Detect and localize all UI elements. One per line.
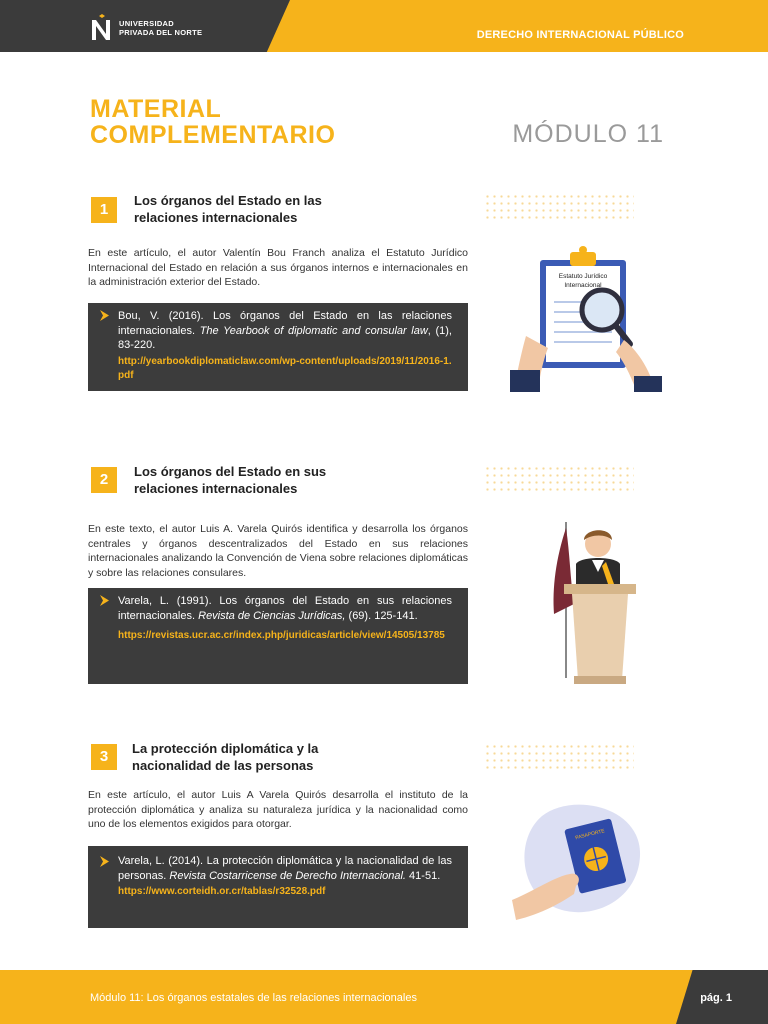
page-title-line1: MATERIAL [90,95,222,123]
section-title-3-line1: La protección diplomática y la [132,741,319,756]
chevron-right-icon [99,595,110,606]
reference-tail-3: 41-51. [406,869,441,882]
section-title-2-line2: relaciones internacionales [134,481,298,496]
section-description-2: En este texto, el autor Luis A. Varela Quirós identifica y desarrolla los órganos centrales y órganos descentralizados del Estado en sus relaciones internacionales analizando la Convención de Viena sobre relaciones diplomáticas y sobre las relaciones consulares. [88,523,468,579]
footer-module-title: Módulo 11: Los órganos estatales de las relaciones internacionales [90,992,417,1004]
reference-tail-1: , (1), 83-220. [118,324,452,351]
reference-source-3: Revista Costarricense de Derecho Internacional. [169,869,406,882]
decorative-dots [484,465,634,493]
section-title-1 [134,192,322,226]
section-title-2 [134,463,326,497]
page-number: pág. 1 [700,992,732,1004]
page-header [0,0,768,52]
speaker-podium-illustration [548,518,644,688]
module-label: MÓDULO 11 [512,120,664,148]
university-name-line2: PRIVADA DEL NORTE [119,28,203,37]
university-logo-icon [90,14,114,42]
page-footer [0,970,768,1024]
section-description-1: En este artículo, el autor Valentín Bou Franch analiza el Estatuto Jurídico Internacional del Estado en relación a sus órganos internos e internacionales en la administración exterior del Estado. [88,247,468,288]
course-title: DERECHO INTERNACIONAL PÚBLICO [476,29,684,41]
section-number-3: 3 [91,744,117,770]
reference-link-2[interactable]: https://revistas.ucr.ac.cr/index.php/juridicas/article/view/14505/13785 [118,630,445,641]
reference-box-2 [88,588,468,684]
section-number-1: 1 [91,197,117,223]
page-title-line2: COMPLEMENTARIO [90,121,336,149]
reference-text-2: Varela, L. (1991). Los órganos del Estado en sus relaciones internacionales. [118,595,452,622]
reference-box-3 [88,846,468,928]
university-name-line1: UNIVERSIDAD [119,19,174,28]
clipboard-label: Estatuto Jurídico [558,273,608,280]
section-description-3: En este artículo, el autor Luis A Varela Quirós desarrolla el instituto de la protección diplomática y analiza su naturaleza jurídica y la nacionalidad como uno de los elementos exigidos para otorgar. [88,789,468,830]
section-title-3 [132,740,318,774]
section-title-2-line1: Los órganos del Estado en sus [134,464,327,479]
section-title-1-line2: relaciones internacionales [134,210,298,225]
decorative-dots [484,743,634,771]
page-title [90,96,335,148]
clipboard-label-2: Internacional [564,282,602,289]
chevron-right-icon [99,856,110,867]
clipboard-magnifier-illustration [504,240,664,392]
reference-text-3: Varela, L. (2014). La protección diplomática y la nacionalidad de las personas. [118,855,452,882]
reference-source-2: Revista de Ciencias Jurídicas, [198,609,346,622]
university-name [119,19,202,37]
reference-source-1: The Yearbook of diplomatic and consular law [199,324,428,337]
reference-tail-2: (69). 125-141. [345,609,418,622]
passport-illustration [512,796,652,926]
reference-box-1 [88,303,468,391]
chevron-right-icon [99,310,110,321]
section-title-1-line1: Los órganos del Estado en las [134,193,322,208]
passport-label: PASAPORTE [574,828,606,842]
section-title-3-line2: nacionalidad de las personas [132,758,314,773]
reference-link-3[interactable]: https://www.corteidh.or.cr/tablas/r32528.pdf [118,886,326,897]
reference-text-1: Bou, V. (2016). Los órganos del Estado en las relaciones internacionales. [118,310,452,337]
decorative-dots [484,193,634,221]
reference-link-1[interactable]: http://yearbookdiplomaticlaw.com/wp-content/uploads/2019/11/2016-1.pdf [118,355,452,381]
section-number-2: 2 [91,467,117,493]
